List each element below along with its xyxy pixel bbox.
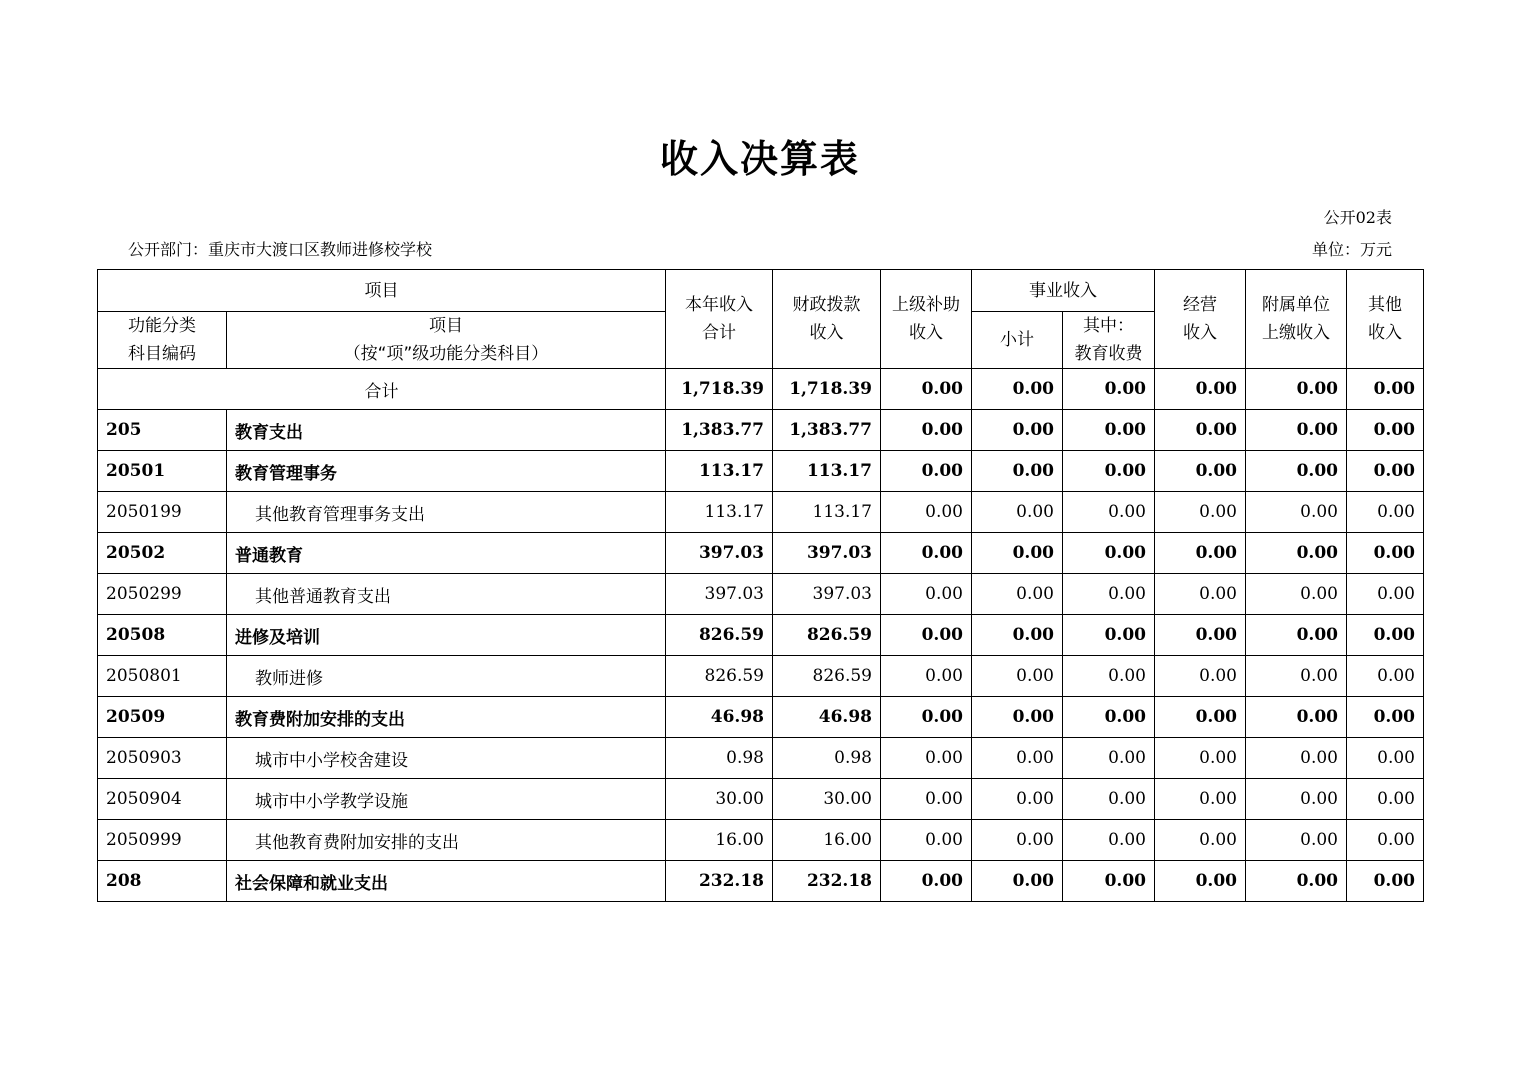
row-value: 0.00 — [1246, 451, 1347, 492]
row-value: 0.00 — [1246, 820, 1347, 861]
row-value: 0.00 — [1347, 697, 1424, 738]
row-value: 0.00 — [1155, 697, 1246, 738]
table-body — [98, 369, 1424, 902]
row-name: 其他教育费附加安排的支出 — [227, 820, 666, 861]
row-value: 0.00 — [1063, 820, 1155, 861]
row-value: 0.00 — [1347, 492, 1424, 533]
row-value: 0.00 — [1155, 451, 1246, 492]
row-value: 0.00 — [972, 656, 1063, 697]
row-value: 0.00 — [1347, 574, 1424, 615]
row-value: 16.00 — [666, 820, 773, 861]
row-value: 0.00 — [1155, 533, 1246, 574]
header-affiliated: 附属单位 上缴收入 — [1246, 270, 1347, 369]
row-name: 教师进修 — [227, 656, 666, 697]
row-value: 397.03 — [666, 533, 773, 574]
row-value: 0.00 — [1063, 615, 1155, 656]
row-value: 113.17 — [773, 451, 881, 492]
row-code: 2050199 — [98, 492, 227, 533]
row-code: 20508 — [98, 615, 227, 656]
row-name: 其他教育管理事务支出 — [227, 492, 666, 533]
row-value: 30.00 — [666, 779, 773, 820]
table-row — [98, 492, 1424, 533]
row-value: 0.00 — [972, 410, 1063, 451]
row-name: 城市中小学教学设施 — [227, 779, 666, 820]
row-value: 0.00 — [1155, 861, 1246, 902]
row-name: 教育费附加安排的支出 — [227, 697, 666, 738]
row-value: 0.00 — [972, 861, 1063, 902]
row-value: 0.00 — [1155, 656, 1246, 697]
row-name: 教育管理事务 — [227, 451, 666, 492]
table-header — [98, 270, 1424, 369]
row-value: 0.00 — [1347, 820, 1424, 861]
row-name: 城市中小学校舍建设 — [227, 738, 666, 779]
unit-label: 单位：万元 — [1311, 240, 1392, 259]
row-value: 826.59 — [666, 656, 773, 697]
row-value: 30.00 — [773, 779, 881, 820]
row-value: 0.00 — [1246, 861, 1347, 902]
row-value: 0.00 — [881, 451, 972, 492]
row-value: 0.00 — [881, 656, 972, 697]
row-value: 0.00 — [1063, 861, 1155, 902]
row-code: 205 — [98, 410, 227, 451]
row-value: 0.00 — [1246, 533, 1347, 574]
table-row — [98, 697, 1424, 738]
header-edu-fee: 其中： 教育收费 — [1063, 312, 1155, 369]
table-row — [98, 615, 1424, 656]
header-other: 其他 收入 — [1347, 270, 1424, 369]
row-value: 0.00 — [972, 574, 1063, 615]
row-value: 0.98 — [666, 738, 773, 779]
row-value: 16.00 — [773, 820, 881, 861]
row-value: 0.00 — [1063, 533, 1155, 574]
total-value: 0.00 — [972, 369, 1063, 410]
header-subtotal: 小计 — [972, 312, 1063, 369]
row-name: 其他普通教育支出 — [227, 574, 666, 615]
row-code: 2050903 — [98, 738, 227, 779]
row-code: 2050999 — [98, 820, 227, 861]
row-code: 20502 — [98, 533, 227, 574]
row-name: 教育支出 — [227, 410, 666, 451]
row-value: 0.00 — [1246, 779, 1347, 820]
table-row — [98, 861, 1424, 902]
row-code: 208 — [98, 861, 227, 902]
row-value: 0.00 — [972, 697, 1063, 738]
row-value: 0.00 — [1063, 738, 1155, 779]
row-value: 232.18 — [773, 861, 881, 902]
row-code: 2050904 — [98, 779, 227, 820]
row-value: 0.00 — [1155, 492, 1246, 533]
row-value: 0.00 — [881, 820, 972, 861]
row-value: 0.98 — [773, 738, 881, 779]
row-value: 0.00 — [881, 861, 972, 902]
row-code: 2050801 — [98, 656, 227, 697]
row-value: 0.00 — [972, 820, 1063, 861]
row-value: 0.00 — [1246, 574, 1347, 615]
row-value: 1,383.77 — [773, 410, 881, 451]
total-value: 1,718.39 — [666, 369, 773, 410]
row-value: 0.00 — [881, 410, 972, 451]
row-value: 0.00 — [972, 779, 1063, 820]
row-value: 0.00 — [1155, 779, 1246, 820]
row-value: 0.00 — [1246, 656, 1347, 697]
row-value: 397.03 — [773, 574, 881, 615]
row-value: 1,383.77 — [666, 410, 773, 451]
table-row — [98, 656, 1424, 697]
row-value: 0.00 — [1347, 738, 1424, 779]
row-value: 0.00 — [1063, 779, 1155, 820]
table-row — [98, 738, 1424, 779]
row-value: 0.00 — [972, 533, 1063, 574]
page-title: 收入决算表 — [659, 137, 860, 181]
form-number: 公开02表 — [1323, 208, 1392, 227]
row-value: 0.00 — [1246, 697, 1347, 738]
row-value: 232.18 — [666, 861, 773, 902]
table-row — [98, 410, 1424, 451]
row-value: 0.00 — [1347, 533, 1424, 574]
row-value: 46.98 — [666, 697, 773, 738]
header-superior: 上级补助 收入 — [881, 270, 972, 369]
row-value: 113.17 — [773, 492, 881, 533]
row-value: 0.00 — [1347, 451, 1424, 492]
row-code: 2050299 — [98, 574, 227, 615]
header-func-code: 功能分类 科目编码 — [98, 312, 227, 369]
total-value: 1,718.39 — [773, 369, 881, 410]
row-value: 0.00 — [881, 574, 972, 615]
row-value: 0.00 — [1347, 779, 1424, 820]
header-operating: 经营 收入 — [1155, 270, 1246, 369]
total-label: 合计 — [98, 369, 666, 410]
row-value: 0.00 — [972, 738, 1063, 779]
header-project: 项目 — [98, 270, 666, 312]
row-value: 0.00 — [1246, 492, 1347, 533]
header-business: 事业收入 — [972, 270, 1155, 312]
table-row — [98, 451, 1424, 492]
row-value: 0.00 — [1246, 738, 1347, 779]
row-value: 0.00 — [1155, 820, 1246, 861]
table-row — [98, 533, 1424, 574]
row-name: 社会保障和就业支出 — [227, 861, 666, 902]
total-value: 0.00 — [1063, 369, 1155, 410]
header-total: 本年收入 合计 — [666, 270, 773, 369]
row-value: 0.00 — [972, 451, 1063, 492]
row-value: 0.00 — [1246, 410, 1347, 451]
row-value: 0.00 — [1155, 410, 1246, 451]
row-value: 113.17 — [666, 492, 773, 533]
row-value: 0.00 — [1347, 410, 1424, 451]
header-fiscal: 财政拨款 收入 — [773, 270, 881, 369]
row-value: 113.17 — [666, 451, 773, 492]
row-value: 0.00 — [972, 615, 1063, 656]
row-value: 397.03 — [666, 574, 773, 615]
row-value: 0.00 — [881, 492, 972, 533]
row-value: 0.00 — [1063, 451, 1155, 492]
row-value: 0.00 — [1063, 574, 1155, 615]
row-name: 普通教育 — [227, 533, 666, 574]
row-value: 0.00 — [1246, 615, 1347, 656]
table-row — [98, 820, 1424, 861]
row-value: 0.00 — [881, 779, 972, 820]
department-label: 公开部门：重庆市大渡口区教师进修校学校 — [128, 240, 433, 259]
row-value: 0.00 — [1347, 656, 1424, 697]
row-value: 0.00 — [972, 492, 1063, 533]
row-value: 0.00 — [1155, 574, 1246, 615]
total-value: 0.00 — [1246, 369, 1347, 410]
header-item: 项目 （按“项”级功能分类科目） — [227, 312, 666, 369]
row-value: 46.98 — [773, 697, 881, 738]
row-value: 0.00 — [1347, 861, 1424, 902]
row-name: 进修及培训 — [227, 615, 666, 656]
table-row — [98, 779, 1424, 820]
row-value: 0.00 — [1155, 615, 1246, 656]
row-code: 20509 — [98, 697, 227, 738]
row-value: 0.00 — [1347, 615, 1424, 656]
row-value: 0.00 — [1063, 656, 1155, 697]
row-value: 826.59 — [666, 615, 773, 656]
row-code: 20501 — [98, 451, 227, 492]
table-row — [98, 574, 1424, 615]
row-value: 0.00 — [1063, 410, 1155, 451]
row-value: 826.59 — [773, 615, 881, 656]
row-value: 397.03 — [773, 533, 881, 574]
total-row — [98, 369, 1424, 410]
row-value: 0.00 — [881, 615, 972, 656]
row-value: 0.00 — [881, 697, 972, 738]
total-value: 0.00 — [1347, 369, 1424, 410]
row-value: 826.59 — [773, 656, 881, 697]
total-value: 0.00 — [881, 369, 972, 410]
income-table — [97, 269, 1424, 902]
row-value: 0.00 — [881, 738, 972, 779]
total-value: 0.00 — [1155, 369, 1246, 410]
row-value: 0.00 — [881, 533, 972, 574]
row-value: 0.00 — [1063, 492, 1155, 533]
row-value: 0.00 — [1063, 697, 1155, 738]
row-value: 0.00 — [1155, 738, 1246, 779]
